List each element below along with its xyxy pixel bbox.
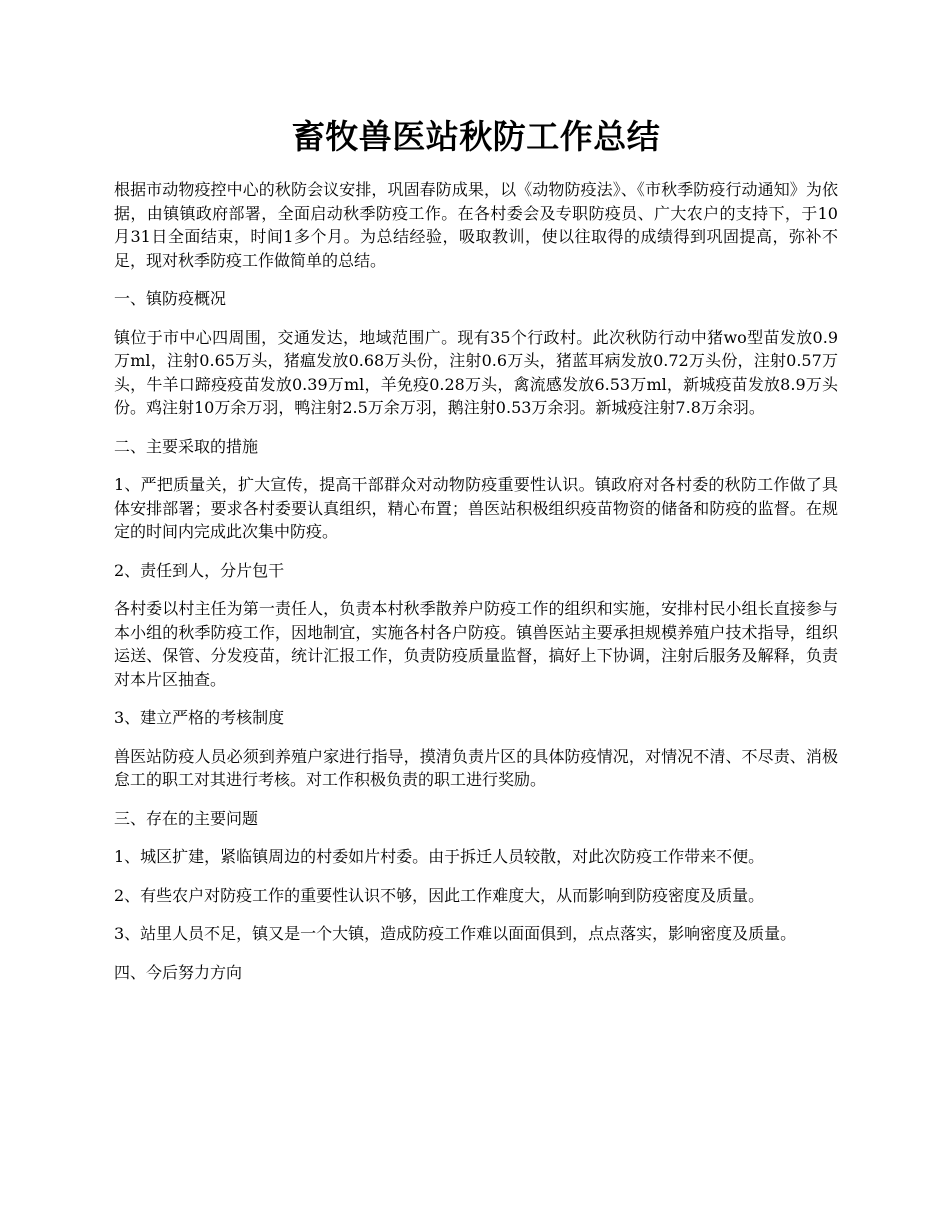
document-title: 畜牧兽医站秋防工作总结 [291, 117, 661, 156]
measure-2-heading: 2、责任到人，分片包干 [114, 560, 285, 580]
measure-1-paragraph: 1、严把质量关，扩大宣传，提高干部群众对动物防疫重要性认识。镇政府对各村委的秋防工作做了具体安排部署；要求各村委要认真组织，精心布置；兽医站积极组织疫苗物资的储备和防疫的监督。在规定的时间内完成此次集中防疫。 [114, 475, 838, 541]
measure-2-paragraph: 各村委以村主任为第一责任人，负责本村秋季散养户防疫工作的组织和实施，安排村民小组长直接参与本小组的秋季防疫工作，因地制宜，实施各村各户防疫。镇兽医站主要承担规模养殖户技术指导，组织运送、保管、分发疫苗，统计汇报工作，负责防疫质量监督，搞好上下协调，注射后服务及解释，负责对本片区抽查。 [114, 599, 838, 689]
measure-3-heading: 3、建立严格的考核制度 [114, 708, 285, 727]
problem-1-paragraph: 1、城区扩建，紧临镇周边的村委如片村委。由于拆迁人员较散，对此次防疫工作带来不便。 [114, 847, 765, 866]
section-heading-measures: 二、主要采取的措施 [114, 436, 259, 456]
measure-3-paragraph: 兽医站防疫人员必须到养殖户家进行指导，摸清负责片区的具体防疫情况，对情况不清、不尽责、消极怠工的职工对其进行考核。对工作积极负责的职工进行奖励。 [114, 746, 838, 789]
section-heading-overview: 一、镇防疫概况 [114, 289, 227, 308]
overview-paragraph: 镇位于市中心四周围，交通发达，地域范围广。现有35个行政村。此次秋防行动中猪wo型苗发放0.9万ml，注射0.65万头，猪瘟发放0.68万头份，注射0.6万头，猪蓝耳病发放0.72万头份，注射0.57万头，牛羊口蹄疫疫苗发放0.39万ml，羊免疫0.28万头，禽流感发放6.53万ml，新城疫苗发放8.9万头份。鸡注射10万余万羽，鸭注射2.5万余万羽，鹅注射0.53万余羽。新城疫注射7.8万余羽。 [114, 327, 838, 417]
document-page [114, 0, 838, 984]
section-heading-problems: 三、存在的主要问题 [114, 808, 259, 828]
intro-paragraph: 根据市动物疫控中心的秋防会议安排，巩固春防成果，以《动物防疫法》、《市秋季防疫行动通知》为依据，由镇镇政府部署，全面启动秋季防疫工作。在各村委会及专职防疫员、广大农户的支持下，于10月31日全面结束，时间1多个月。为总结经验，吸取教训，使以往取得的成绩得到巩固提高，弥补不足，现对秋季防疫工作做简单的总结。 [114, 180, 838, 270]
section-heading-future: 四、今后努力方向 [114, 962, 243, 982]
problem-3-paragraph: 3、站里人员不足，镇又是一个大镇，造成防疫工作难以面面俱到，点点落实，影响密度及质量。 [114, 924, 797, 943]
problem-2-paragraph: 2、有些农户对防疫工作的重要性认识不够，因此工作难度大，从而影响到防疫密度及质量。 [114, 885, 765, 905]
